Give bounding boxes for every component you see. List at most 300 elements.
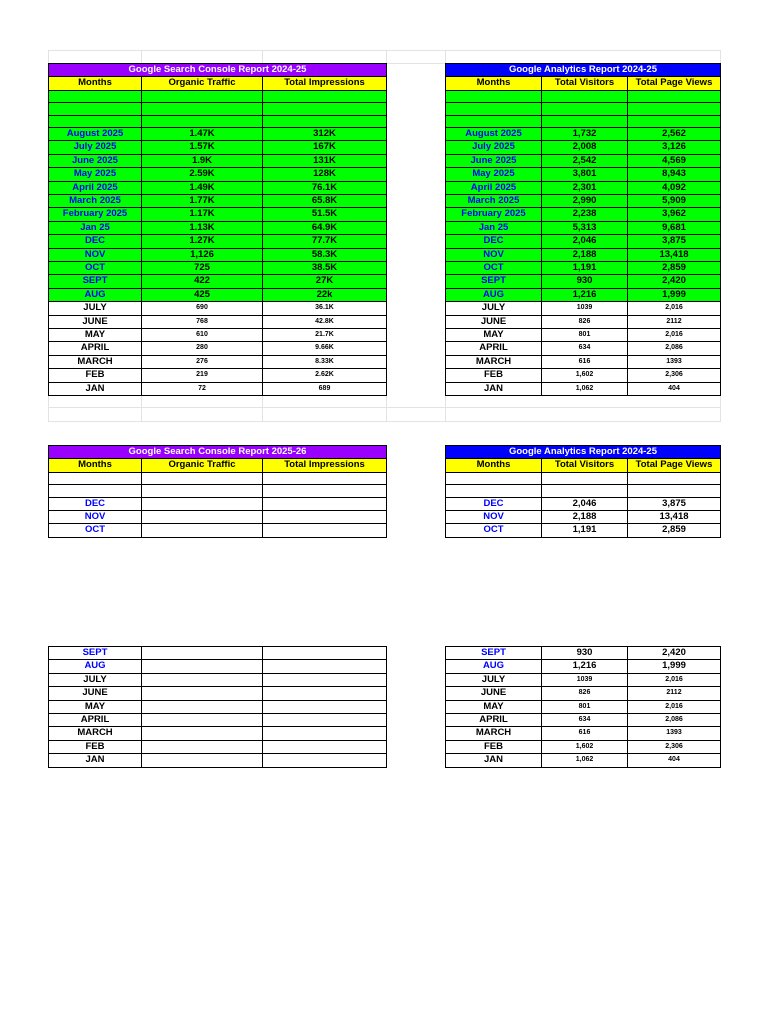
month-cell[interactable]: FEB <box>49 740 142 753</box>
table-row <box>446 342 721 355</box>
value-cell-1[interactable]: 1.13K <box>142 221 263 234</box>
value-cell-2[interactable]: 38.5K <box>263 262 387 275</box>
gsc-2025-title: Google Search Console Report 2025-26 <box>49 446 387 459</box>
value-cell-1[interactable] <box>542 103 628 115</box>
value-cell-1[interactable]: 2,542 <box>542 154 628 167</box>
month-cell[interactable]: JUNE <box>49 687 142 700</box>
value-cell-1[interactable] <box>142 687 263 700</box>
value-cell-1[interactable]: 690 <box>142 302 263 315</box>
value-cell-2[interactable]: 3,962 <box>628 208 721 221</box>
value-cell-2[interactable]: 65.8K <box>263 195 387 208</box>
value-cell-1[interactable]: 422 <box>142 275 263 288</box>
month-cell[interactable]: JAN <box>49 382 142 395</box>
month-cell[interactable]: June 2025 <box>49 154 142 167</box>
value-cell-1[interactable] <box>142 740 263 753</box>
value-cell-2[interactable]: 21.7K <box>263 329 387 342</box>
table-row <box>49 714 387 727</box>
table-row <box>446 154 721 167</box>
value-cell-2[interactable] <box>263 647 387 660</box>
month-cell[interactable]: SEPT <box>446 275 542 288</box>
value-cell-1[interactable]: 930 <box>542 275 628 288</box>
value-cell-1[interactable]: 1.57K <box>142 141 263 154</box>
table-row <box>49 369 387 382</box>
month-cell[interactable]: JULY <box>49 673 142 686</box>
value-cell-1[interactable]: 616 <box>542 355 628 368</box>
value-cell-2[interactable] <box>628 472 721 484</box>
month-cell[interactable]: MARCH <box>49 727 142 740</box>
value-cell-1[interactable] <box>142 727 263 740</box>
table-row <box>49 497 387 510</box>
value-cell-1[interactable]: 5,313 <box>542 221 628 234</box>
value-cell-2[interactable]: 128K <box>263 168 387 181</box>
table-row <box>49 485 387 497</box>
month-cell[interactable]: JAN <box>446 382 542 395</box>
table-row <box>446 524 721 537</box>
month-cell[interactable]: MAY <box>49 329 142 342</box>
table-row <box>446 127 721 140</box>
value-cell-1[interactable]: 2,046 <box>542 235 628 248</box>
value-cell-1[interactable] <box>542 472 628 484</box>
value-cell-2[interactable]: 2,420 <box>628 647 721 660</box>
month-cell[interactable]: OCT <box>446 524 542 537</box>
table-row <box>446 485 721 497</box>
month-cell[interactable]: MAY <box>49 700 142 713</box>
value-cell-2[interactable] <box>263 524 387 537</box>
value-cell-1[interactable] <box>542 115 628 127</box>
col-header-organic-traffic: Organic Traffic <box>142 77 263 90</box>
table-row <box>49 687 387 700</box>
value-cell-2[interactable]: 1,999 <box>628 288 721 301</box>
table-row <box>49 195 387 208</box>
month-cell[interactable]: JULY <box>446 302 542 315</box>
value-cell-1[interactable]: 2,301 <box>542 181 628 194</box>
col-header-months: Months <box>49 459 142 472</box>
table-row <box>49 700 387 713</box>
month-cell[interactable]: March 2025 <box>49 195 142 208</box>
value-cell-1[interactable]: 1.9K <box>142 154 263 167</box>
table-row <box>446 355 721 368</box>
value-cell-1[interactable]: 1.17K <box>142 208 263 221</box>
value-cell-1[interactable]: 2,188 <box>542 511 628 524</box>
value-cell-2[interactable] <box>263 673 387 686</box>
table-row <box>49 727 387 740</box>
month-cell[interactable]: AUG <box>446 288 542 301</box>
value-cell-1[interactable]: 610 <box>142 329 263 342</box>
table-row <box>446 195 721 208</box>
value-cell-1[interactable]: 616 <box>542 727 628 740</box>
table-row <box>49 208 387 221</box>
value-cell-1[interactable] <box>142 90 263 102</box>
value-cell-1[interactable]: 219 <box>142 369 263 382</box>
month-cell[interactable]: April 2025 <box>49 181 142 194</box>
table-row <box>49 329 387 342</box>
value-cell-1[interactable]: 425 <box>142 288 263 301</box>
month-cell[interactable]: May 2025 <box>49 168 142 181</box>
table-row <box>49 115 387 127</box>
value-cell-2[interactable] <box>263 740 387 753</box>
value-cell-2[interactable] <box>263 660 387 673</box>
value-cell-1[interactable]: 3,801 <box>542 168 628 181</box>
month-cell[interactable]: OCT <box>446 262 542 275</box>
value-cell-2[interactable]: 404 <box>628 382 721 395</box>
month-cell[interactable]: FEB <box>49 369 142 382</box>
value-cell-1[interactable]: 1,062 <box>542 754 628 767</box>
month-cell[interactable]: NOV <box>446 511 542 524</box>
month-cell[interactable]: March 2025 <box>446 195 542 208</box>
month-cell[interactable]: August 2025 <box>446 127 542 140</box>
month-cell[interactable]: NOV <box>446 248 542 261</box>
table-row <box>49 154 387 167</box>
month-cell[interactable]: Jan 25 <box>49 221 142 234</box>
month-cell[interactable]: JULY <box>446 673 542 686</box>
table-row <box>446 754 721 767</box>
table-row <box>446 248 721 261</box>
table-row <box>446 115 721 127</box>
month-cell[interactable]: APRIL <box>49 714 142 727</box>
value-cell-2[interactable]: 4,092 <box>628 181 721 194</box>
value-cell-1[interactable] <box>542 485 628 497</box>
month-cell[interactable]: DEC <box>446 235 542 248</box>
table-row <box>446 288 721 301</box>
col-header-total-page-views: Total Page Views <box>628 459 721 472</box>
value-cell-1[interactable]: 1,216 <box>542 660 628 673</box>
table-row <box>446 275 721 288</box>
month-cell[interactable]: July 2025 <box>446 141 542 154</box>
value-cell-2[interactable]: 2112 <box>628 315 721 328</box>
value-cell-2[interactable] <box>628 485 721 497</box>
value-cell-2[interactable]: 8.33K <box>263 355 387 368</box>
table-row <box>49 673 387 686</box>
value-cell-2[interactable] <box>263 700 387 713</box>
month-cell[interactable]: MARCH <box>446 355 542 368</box>
value-cell-2[interactable]: 689 <box>263 382 387 395</box>
month-cell[interactable]: June 2025 <box>446 154 542 167</box>
value-cell-2[interactable]: 13,418 <box>628 511 721 524</box>
value-cell-2[interactable]: 22k <box>263 288 387 301</box>
value-cell-2[interactable] <box>628 90 721 102</box>
value-cell-1[interactable]: 634 <box>542 714 628 727</box>
col-header-months: Months <box>446 459 542 472</box>
month-cell[interactable]: DEC <box>49 235 142 248</box>
col-header-months: Months <box>446 77 542 90</box>
month-cell[interactable]: Jan 25 <box>446 221 542 234</box>
table-row <box>49 221 387 234</box>
table-row <box>49 342 387 355</box>
month-cell[interactable]: APRIL <box>49 342 142 355</box>
value-cell-1[interactable]: 1,191 <box>542 262 628 275</box>
col-header-total-visitors: Total Visitors <box>542 459 628 472</box>
month-cell[interactable] <box>446 103 542 115</box>
value-cell-2[interactable]: 9,681 <box>628 221 721 234</box>
value-cell-1[interactable]: 1,732 <box>542 127 628 140</box>
table-row <box>446 511 721 524</box>
value-cell-1[interactable]: 2,188 <box>542 248 628 261</box>
table-row <box>49 90 387 102</box>
value-cell-2[interactable]: 1,999 <box>628 660 721 673</box>
value-cell-2[interactable]: 2,859 <box>628 524 721 537</box>
value-cell-1[interactable] <box>142 497 263 510</box>
value-cell-2[interactable]: 2,306 <box>628 369 721 382</box>
value-cell-2[interactable]: 2,016 <box>628 302 721 315</box>
month-cell[interactable]: OCT <box>49 262 142 275</box>
ga-2025-title: Google Analytics Report 2024-25 <box>446 446 721 459</box>
table-row <box>49 472 387 484</box>
month-cell[interactable]: FEB <box>446 369 542 382</box>
month-cell[interactable]: February 2025 <box>446 208 542 221</box>
value-cell-2[interactable]: 77.7K <box>263 235 387 248</box>
month-cell[interactable]: February 2025 <box>49 208 142 221</box>
value-cell-2[interactable]: 1393 <box>628 355 721 368</box>
value-cell-2[interactable]: 3,875 <box>628 235 721 248</box>
month-cell[interactable]: AUG <box>49 288 142 301</box>
value-cell-2[interactable] <box>263 714 387 727</box>
value-cell-1[interactable]: 1.77K <box>142 195 263 208</box>
value-cell-2[interactable] <box>628 115 721 127</box>
month-cell[interactable]: SEPT <box>446 647 542 660</box>
value-cell-2[interactable]: 9.66K <box>263 342 387 355</box>
value-cell-1[interactable]: 1039 <box>542 302 628 315</box>
value-cell-2[interactable]: 2.62K <box>263 369 387 382</box>
value-cell-2[interactable]: 51.5K <box>263 208 387 221</box>
table-row <box>49 141 387 154</box>
value-cell-1[interactable]: 2,008 <box>542 141 628 154</box>
value-cell-2[interactable] <box>263 727 387 740</box>
table-row <box>446 208 721 221</box>
value-cell-2[interactable]: 3,126 <box>628 141 721 154</box>
month-cell[interactable]: JAN <box>49 754 142 767</box>
value-cell-2[interactable]: 2,016 <box>628 329 721 342</box>
table-row <box>49 382 387 395</box>
gsc-2024-title: Google Search Console Report 2024-25 <box>49 64 387 77</box>
value-cell-2[interactable]: 2,016 <box>628 673 721 686</box>
month-cell[interactable]: OCT <box>49 524 142 537</box>
value-cell-1[interactable] <box>142 673 263 686</box>
value-cell-1[interactable]: 2.59K <box>142 168 263 181</box>
value-cell-1[interactable]: 2,238 <box>542 208 628 221</box>
table-row <box>446 740 721 753</box>
value-cell-2[interactable]: 2,086 <box>628 342 721 355</box>
value-cell-1[interactable]: 2,990 <box>542 195 628 208</box>
value-cell-1[interactable]: 1.49K <box>142 181 263 194</box>
table-row <box>446 168 721 181</box>
value-cell-2[interactable]: 2,086 <box>628 714 721 727</box>
table-row <box>49 660 387 673</box>
ga-lower-table <box>445 646 721 768</box>
table-row <box>49 524 387 537</box>
value-cell-2[interactable]: 8,943 <box>628 168 721 181</box>
table-row <box>446 660 721 673</box>
month-cell[interactable]: SEPT <box>49 647 142 660</box>
value-cell-1[interactable]: 826 <box>542 687 628 700</box>
table-row <box>446 369 721 382</box>
value-cell-1[interactable] <box>142 754 263 767</box>
table-row <box>49 288 387 301</box>
month-cell[interactable] <box>49 485 142 497</box>
value-cell-2[interactable] <box>263 511 387 524</box>
value-cell-2[interactable]: 42.8K <box>263 315 387 328</box>
value-cell-1[interactable]: 2,046 <box>542 497 628 510</box>
month-cell[interactable] <box>446 90 542 102</box>
month-cell[interactable]: AUG <box>446 660 542 673</box>
table-row <box>446 647 721 660</box>
table-row <box>49 275 387 288</box>
value-cell-1[interactable] <box>142 103 263 115</box>
month-cell[interactable] <box>49 472 142 484</box>
table-row <box>446 673 721 686</box>
table-row <box>446 727 721 740</box>
value-cell-2[interactable]: 76.1K <box>263 181 387 194</box>
value-cell-1[interactable]: 826 <box>542 315 628 328</box>
value-cell-1[interactable] <box>542 90 628 102</box>
value-cell-2[interactable]: 1393 <box>628 727 721 740</box>
value-cell-1[interactable]: 801 <box>542 329 628 342</box>
gsc-report-2025-table <box>48 445 387 538</box>
table-row <box>446 497 721 510</box>
value-cell-1[interactable]: 72 <box>142 382 263 395</box>
month-cell[interactable]: JAN <box>446 754 542 767</box>
value-cell-1[interactable] <box>142 700 263 713</box>
month-cell[interactable] <box>49 90 142 102</box>
col-header-organic-traffic: Organic Traffic <box>142 459 263 472</box>
value-cell-2[interactable] <box>263 472 387 484</box>
value-cell-2[interactable]: 3,875 <box>628 497 721 510</box>
value-cell-2[interactable]: 4,569 <box>628 154 721 167</box>
month-cell[interactable]: August 2025 <box>49 127 142 140</box>
month-cell[interactable]: FEB <box>446 740 542 753</box>
value-cell-1[interactable]: 1,126 <box>142 248 263 261</box>
table-row <box>446 221 721 234</box>
month-cell[interactable]: JUNE <box>446 687 542 700</box>
value-cell-1[interactable]: 930 <box>542 647 628 660</box>
value-cell-2[interactable]: 13,418 <box>628 248 721 261</box>
col-header-total-visitors: Total Visitors <box>542 77 628 90</box>
value-cell-2[interactable] <box>263 90 387 102</box>
value-cell-1[interactable]: 725 <box>142 262 263 275</box>
value-cell-2[interactable]: 2,016 <box>628 700 721 713</box>
table-row <box>446 329 721 342</box>
value-cell-2[interactable] <box>263 754 387 767</box>
table-row <box>446 262 721 275</box>
value-cell-2[interactable]: 36.1K <box>263 302 387 315</box>
month-cell[interactable]: NOV <box>49 511 142 524</box>
month-cell[interactable]: April 2025 <box>446 181 542 194</box>
table-row <box>49 355 387 368</box>
value-cell-2[interactable]: 2,306 <box>628 740 721 753</box>
table-row <box>446 103 721 115</box>
value-cell-2[interactable] <box>263 485 387 497</box>
value-cell-2[interactable] <box>628 103 721 115</box>
month-cell[interactable]: MARCH <box>446 727 542 740</box>
value-cell-2[interactable]: 2,859 <box>628 262 721 275</box>
table-row <box>49 511 387 524</box>
value-cell-1[interactable]: 1,602 <box>542 369 628 382</box>
table-row <box>49 168 387 181</box>
value-cell-1[interactable] <box>142 524 263 537</box>
value-cell-2[interactable]: 312K <box>263 127 387 140</box>
month-cell[interactable]: DEC <box>49 497 142 510</box>
value-cell-1[interactable]: 1.47K <box>142 127 263 140</box>
table-row <box>446 302 721 315</box>
gsc-report-2024-table <box>48 63 387 396</box>
month-cell[interactable] <box>446 472 542 484</box>
month-cell[interactable]: SEPT <box>49 275 142 288</box>
gridline-row <box>48 421 720 422</box>
value-cell-1[interactable]: 1,216 <box>542 288 628 301</box>
value-cell-1[interactable]: 634 <box>542 342 628 355</box>
value-cell-2[interactable]: 404 <box>628 754 721 767</box>
value-cell-2[interactable]: 64.9K <box>263 221 387 234</box>
table-row <box>446 90 721 102</box>
table-row <box>446 382 721 395</box>
value-cell-1[interactable]: 1.27K <box>142 235 263 248</box>
table-row <box>49 754 387 767</box>
value-cell-2[interactable] <box>263 497 387 510</box>
month-cell[interactable]: APRIL <box>446 342 542 355</box>
month-cell[interactable]: AUG <box>49 660 142 673</box>
month-cell[interactable]: DEC <box>446 497 542 510</box>
value-cell-1[interactable]: 768 <box>142 315 263 328</box>
value-cell-1[interactable]: 1,602 <box>542 740 628 753</box>
value-cell-2[interactable] <box>263 115 387 127</box>
month-cell[interactable] <box>49 115 142 127</box>
table-row <box>446 315 721 328</box>
value-cell-2[interactable]: 58.3K <box>263 248 387 261</box>
value-cell-2[interactable]: 2112 <box>628 687 721 700</box>
month-cell[interactable] <box>446 485 542 497</box>
table-row <box>49 740 387 753</box>
month-cell[interactable] <box>446 115 542 127</box>
month-cell[interactable]: APRIL <box>446 714 542 727</box>
month-cell[interactable]: NOV <box>49 248 142 261</box>
value-cell-1[interactable]: 801 <box>542 700 628 713</box>
value-cell-2[interactable]: 2,420 <box>628 275 721 288</box>
table-row <box>49 315 387 328</box>
value-cell-2[interactable]: 5,909 <box>628 195 721 208</box>
month-cell[interactable] <box>49 103 142 115</box>
month-cell[interactable]: MAY <box>446 700 542 713</box>
value-cell-1[interactable] <box>142 660 263 673</box>
table-row <box>49 302 387 315</box>
value-cell-2[interactable]: 2,562 <box>628 127 721 140</box>
value-cell-1[interactable]: 1,062 <box>542 382 628 395</box>
value-cell-1[interactable]: 1039 <box>542 673 628 686</box>
gsc-lower-table <box>48 646 387 768</box>
month-cell[interactable]: MARCH <box>49 355 142 368</box>
month-cell[interactable]: May 2025 <box>446 168 542 181</box>
month-cell[interactable]: JUNE <box>49 315 142 328</box>
value-cell-1[interactable] <box>142 115 263 127</box>
value-cell-2[interactable] <box>263 103 387 115</box>
value-cell-1[interactable] <box>142 647 263 660</box>
value-cell-2[interactable] <box>263 687 387 700</box>
value-cell-1[interactable] <box>142 485 263 497</box>
month-cell[interactable]: JULY <box>49 302 142 315</box>
value-cell-1[interactable]: 280 <box>142 342 263 355</box>
value-cell-1[interactable]: 276 <box>142 355 263 368</box>
table-row <box>49 647 387 660</box>
value-cell-1[interactable]: 1,191 <box>542 524 628 537</box>
value-cell-2[interactable]: 167K <box>263 141 387 154</box>
value-cell-2[interactable]: 131K <box>263 154 387 167</box>
value-cell-1[interactable] <box>142 714 263 727</box>
ga-report-2025-table <box>445 445 721 538</box>
value-cell-1[interactable] <box>142 511 263 524</box>
value-cell-1[interactable] <box>142 472 263 484</box>
value-cell-2[interactable]: 27K <box>263 275 387 288</box>
month-cell[interactable]: July 2025 <box>49 141 142 154</box>
month-cell[interactable]: JUNE <box>446 315 542 328</box>
month-cell[interactable]: MAY <box>446 329 542 342</box>
